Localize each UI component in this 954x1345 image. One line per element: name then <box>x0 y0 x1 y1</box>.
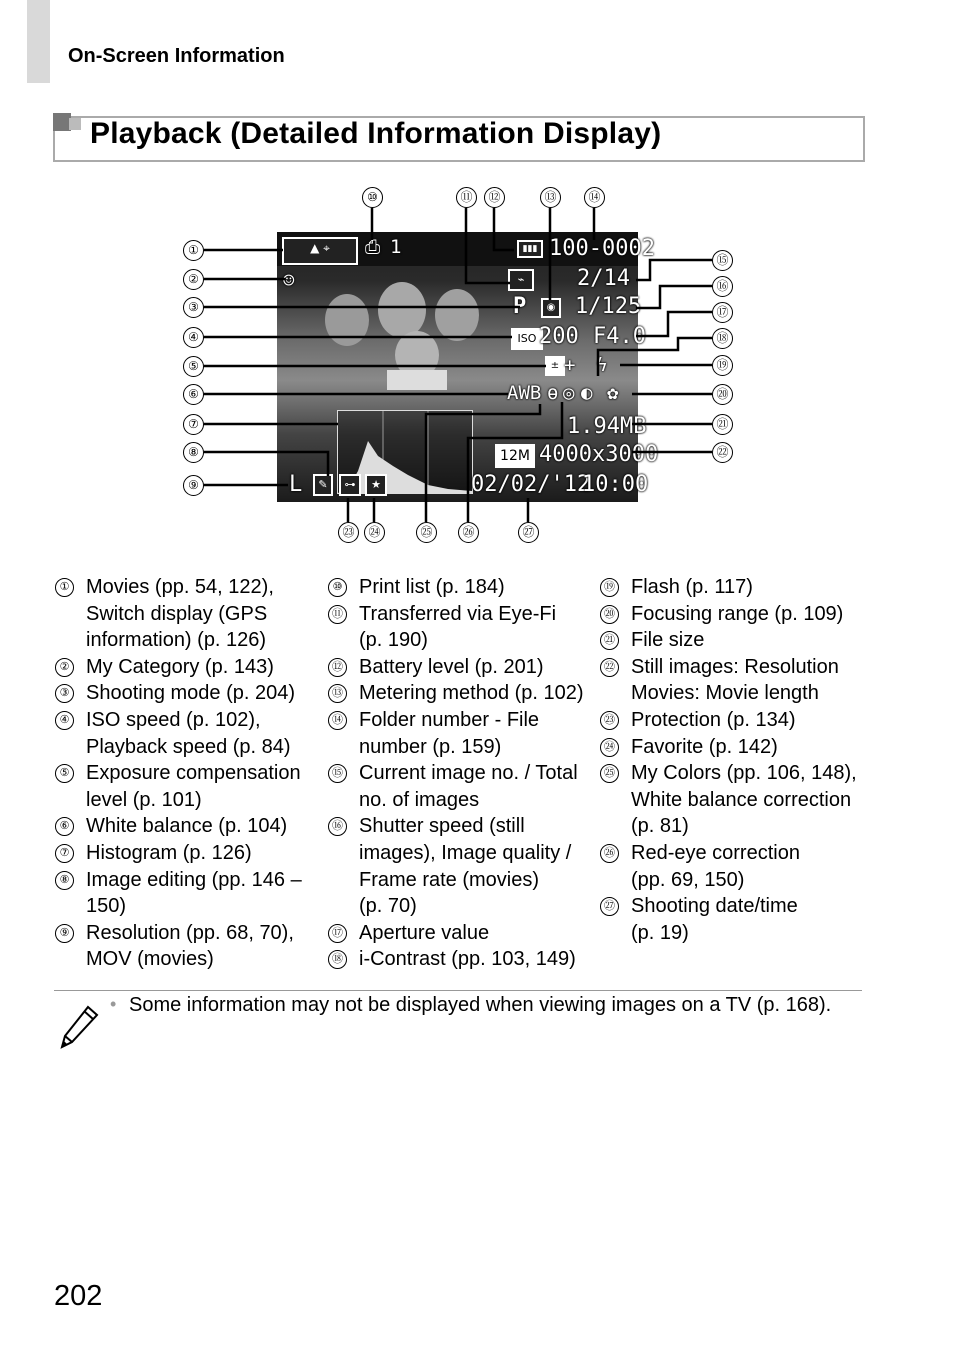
callout-leader-lines <box>0 0 954 600</box>
legend-item: ⑱ i-Contrast (pp. 103, 149) <box>328 946 598 973</box>
i-contrast-icon: ◐ <box>581 382 593 404</box>
legend-item: ㉒ Still images: Resolution Movies: Movie length <box>600 654 900 707</box>
callout-23: ㉓ <box>338 522 359 543</box>
legend-item: ⑲ Flash (p. 117) <box>600 574 900 601</box>
callout-5: ⑤ <box>183 356 204 377</box>
shutter-speed: 1/125 <box>575 294 642 319</box>
eye-fi-icon: ⌁ <box>508 269 534 291</box>
resolution-letter: L <box>289 472 303 497</box>
callout-27: ㉗ <box>518 522 539 543</box>
legend-column-1 <box>55 574 325 973</box>
callout-18: ⑱ <box>712 328 733 349</box>
callout-14: ⑭ <box>584 187 605 208</box>
callout-8: ⑧ <box>183 442 204 463</box>
legend-item: ⑭ Folder number - File number (p. 159) <box>328 707 598 760</box>
legend-item: ⑫ Battery level (p. 201) <box>328 654 598 681</box>
callout-16: ⑯ <box>712 276 733 297</box>
legend-item: ⑤ Exposure compensation level (p. 101) <box>55 760 325 813</box>
image-count: 2/14 <box>577 266 630 291</box>
legend-item: ② My Category (p. 143) <box>55 654 325 681</box>
exposure-comp-icon: ± <box>545 356 565 376</box>
shooting-date: 02/02/'12 <box>471 472 591 497</box>
legend-item: ⑰ Aperture value <box>328 920 598 947</box>
print-count: 1 <box>390 236 402 258</box>
edit-icon: ✎ <box>313 474 333 496</box>
iso-label: ISO <box>511 328 543 350</box>
legend-item: ㉗ Shooting date/time (p. 19) <box>600 893 900 946</box>
aperture-value: F4.0 <box>593 324 646 349</box>
flash-icon: ϟ <box>596 354 608 376</box>
callout-22: ㉒ <box>712 442 733 463</box>
legend-item: ⑧ Image editing (pp. 146 – 150) <box>55 867 325 920</box>
callout-11: ⑪ <box>456 187 477 208</box>
legend-item: ㉔ Favorite (p. 142) <box>600 734 900 761</box>
callout-6: ⑥ <box>183 384 204 405</box>
legend-item: ⑳ Focusing range (p. 109) <box>600 601 900 628</box>
focus-range-icon: ✿ <box>607 382 619 404</box>
legend-item: ㉖ Red-eye correction (pp. 69, 150) <box>600 840 900 893</box>
legend-item: ⑪ Transferred via Eye-Fi (p. 190) <box>328 601 598 654</box>
metering-icon: ◉ <box>541 298 561 318</box>
legend-item: ⑯ Shutter speed (still images), Image quality / Frame rate (movies) (p. 70) <box>328 813 598 919</box>
page-title: Playback (Detailed Information Display) <box>90 117 662 150</box>
callout-1: ① <box>183 240 204 261</box>
legend-item: ⑥ White balance (p. 104) <box>55 813 325 840</box>
shooting-mode: P <box>513 294 527 319</box>
exposure-comp-value: + <box>564 354 576 376</box>
callout-12: ⑫ <box>484 187 505 208</box>
callout-9: ⑨ <box>183 475 204 496</box>
section-label: On-Screen Information <box>68 45 285 67</box>
callout-20: ⑳ <box>712 384 733 405</box>
callout-21: ㉑ <box>712 414 733 435</box>
legend-item: ⑮ Current image no. / Total no. of images <box>328 760 598 813</box>
callout-13: ⑬ <box>540 187 561 208</box>
shooting-time: 10:00 <box>582 472 649 497</box>
favorite-icon: ★ <box>365 474 387 496</box>
legend-item: ㉓ Protection (p. 134) <box>600 707 900 734</box>
callout-2: ② <box>183 269 204 290</box>
callout-15: ⑮ <box>712 250 733 271</box>
note-text: Some information may not be displayed when viewing images on a TV (p. 168). <box>129 994 832 1016</box>
legend-item: ④ ISO speed (p. 102), Playback speed (p. 84) <box>55 707 325 760</box>
movie-gps-icon: ▲ ⌖ <box>282 237 358 265</box>
legend-column-3 <box>600 574 900 946</box>
callout-25: ㉕ <box>416 522 437 543</box>
pencil-icon <box>58 1004 100 1050</box>
legend-item: ③ Shooting mode (p. 204) <box>55 680 325 707</box>
resolution-value: 4000x3000 <box>539 442 659 467</box>
note-divider <box>54 990 862 991</box>
page-number: 202 <box>54 1280 103 1312</box>
resolution-badge: 12M <box>495 444 535 468</box>
battery-icon: ▮▮▮ <box>517 240 543 258</box>
legend-item: ⑦ Histogram (p. 126) <box>55 840 325 867</box>
protect-icon: ⊶ <box>339 474 361 496</box>
legend-item: ⑩ Print list (p. 184) <box>328 574 598 601</box>
callout-19: ⑲ <box>712 355 733 376</box>
red-eye-icon: ◎ <box>563 382 575 404</box>
iso-value: 200 <box>539 324 579 349</box>
my-colors-icon: ɵ <box>547 382 559 404</box>
callout-4: ④ <box>183 327 204 348</box>
callout-24: ㉔ <box>364 522 385 543</box>
legend-item: ① Movies (pp. 54, 122), Switch display (GPS information) (p. 126) <box>55 574 325 654</box>
legend-item: ㉑ File size <box>600 627 900 654</box>
callout-17: ⑰ <box>712 302 733 323</box>
note-bullet: • <box>110 994 117 1014</box>
callout-3: ③ <box>183 297 204 318</box>
callout-7: ⑦ <box>183 414 204 435</box>
my-category-icon: ☺ <box>283 270 295 292</box>
legend-item: ⑬ Metering method (p. 102) <box>328 680 598 707</box>
legend-item: ⑨ Resolution (pp. 68, 70), MOV (movies) <box>55 920 325 973</box>
file-size: 1.94MB <box>567 414 647 439</box>
callout-26: ㉖ <box>458 522 479 543</box>
folder-file-number: 100-0002 <box>549 236 655 261</box>
legend-item: ㉕ My Colors (pp. 106, 148), White balance correction (p. 81) <box>600 760 900 840</box>
print-list-icon: ⎙ <box>365 236 381 258</box>
white-balance-label: AWB <box>507 382 542 404</box>
legend-column-2 <box>328 574 598 973</box>
callout-10: ⑩ <box>362 187 383 208</box>
